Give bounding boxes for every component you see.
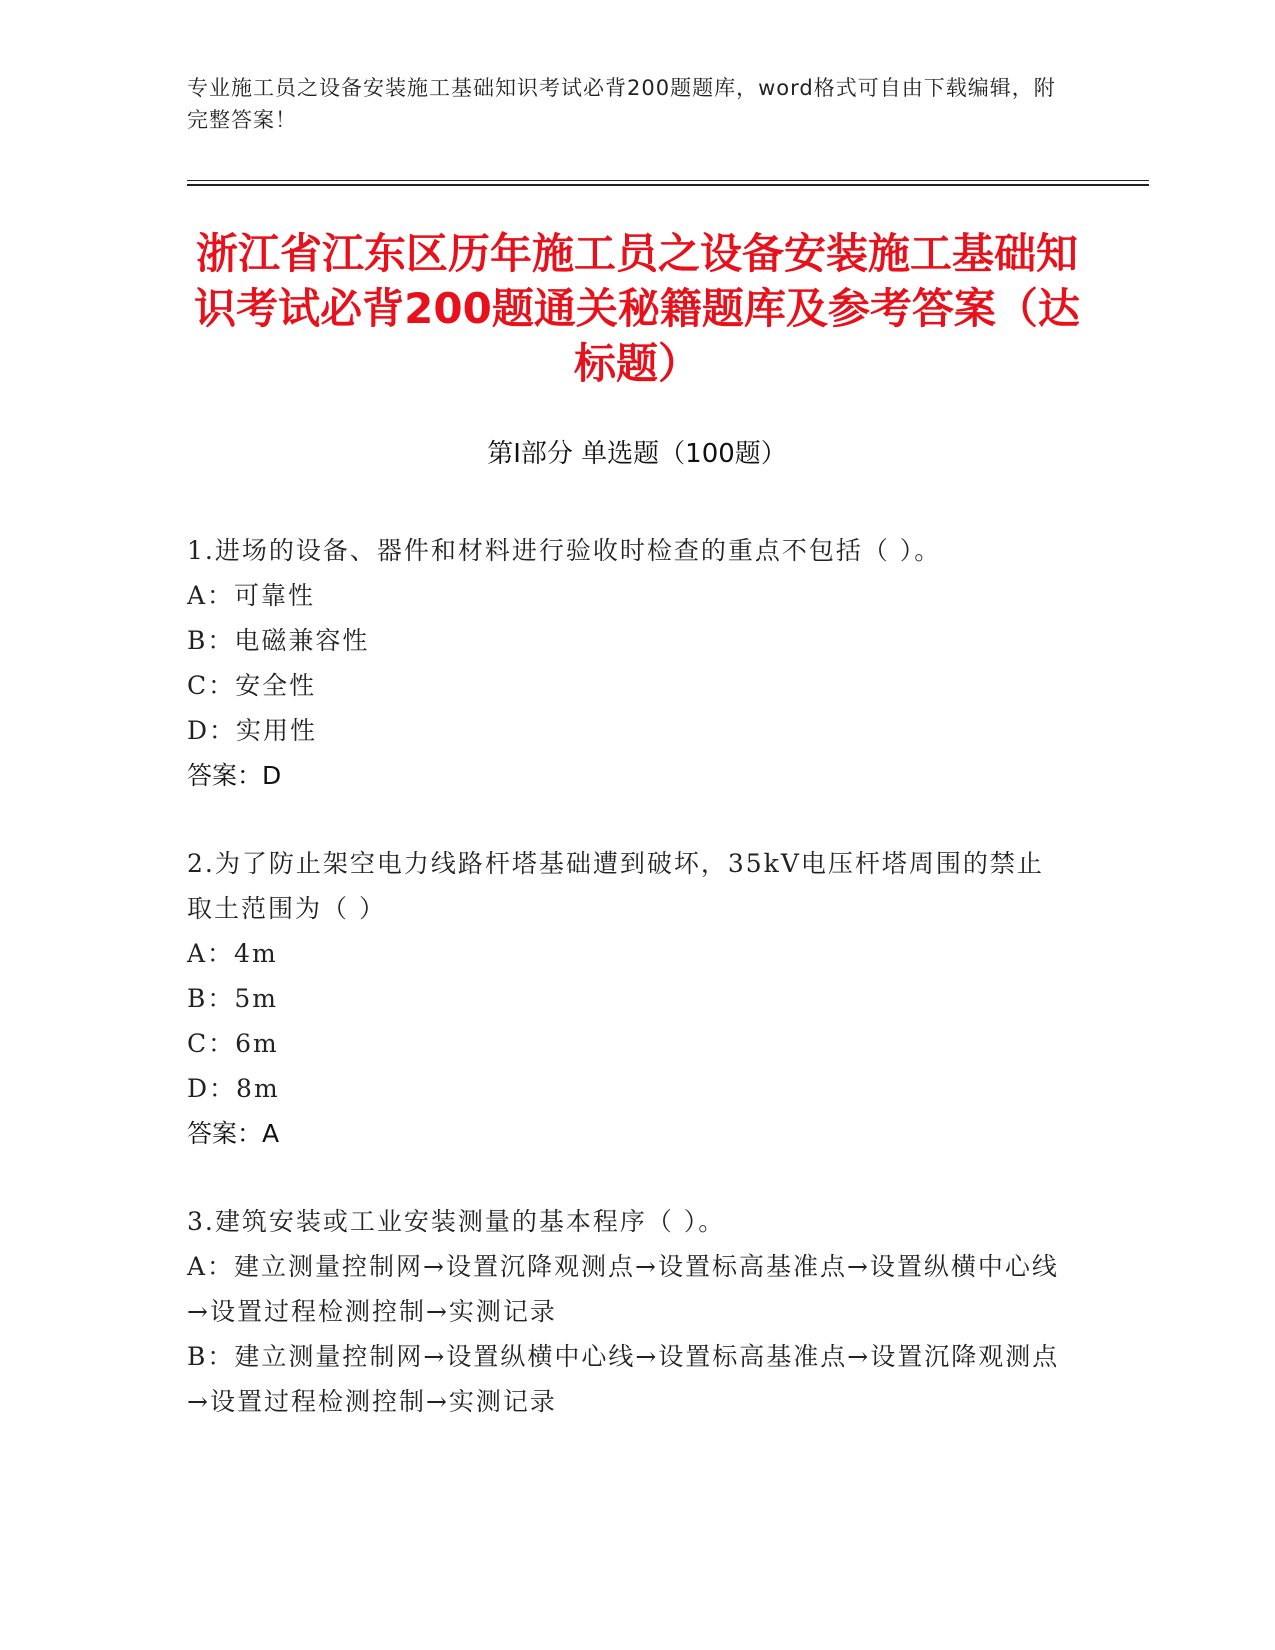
option-d: D：实用性 bbox=[187, 716, 318, 745]
question-list bbox=[187, 528, 1067, 1467]
section-heading: 第Ⅰ部分 单选题（100题） bbox=[487, 439, 787, 469]
question-2 bbox=[187, 841, 1067, 1156]
answer: 答案：D bbox=[187, 761, 282, 790]
option-a: A：4m bbox=[187, 939, 278, 968]
question-text: 2.为了防止架空电力线路杆塔基础遭到破坏，35kV电压杆塔周围的禁止取土范围为（ ） bbox=[187, 849, 1044, 923]
answer: 答案：A bbox=[187, 1119, 280, 1148]
question-text: 1.进场的设备、器件和材料进行验收时检查的重点不包括（ ）。 bbox=[187, 536, 942, 565]
option-a: A：建立测量控制网→设置沉降观测点→设置标高基准点→设置纵横中心线→设置过程检测控制→实测记录 bbox=[187, 1252, 1059, 1326]
option-b: B：电磁兼容性 bbox=[187, 626, 370, 655]
option-a: A：可靠性 bbox=[187, 581, 316, 610]
header-rule-thick bbox=[187, 184, 1149, 186]
question-1 bbox=[187, 528, 1067, 798]
document-title: 浙江省江东区历年施工员之设备安装施工基础知识考试必背200题通关秘籍题库及参考答案（达标题） bbox=[194, 229, 1080, 388]
option-b: B：建立测量控制网→设置纵横中心线→设置标高基准点→设置沉降观测点→设置过程检测控制→实测记录 bbox=[187, 1342, 1060, 1416]
option-c: C：6m bbox=[187, 1029, 279, 1058]
question-text: 3.建筑安装或工业安装测量的基本程序（ ）。 bbox=[187, 1207, 726, 1236]
option-c: C：安全性 bbox=[187, 671, 317, 700]
option-d: D：8m bbox=[187, 1074, 280, 1103]
option-b: B：5m bbox=[187, 984, 278, 1013]
header-note: 专业施工员之设备安装施工基础知识考试必背200题题库，word格式可自由下载编辑，附完整答案！ bbox=[187, 76, 1056, 132]
question-3 bbox=[187, 1199, 1067, 1424]
header-rule-thin bbox=[187, 180, 1149, 181]
